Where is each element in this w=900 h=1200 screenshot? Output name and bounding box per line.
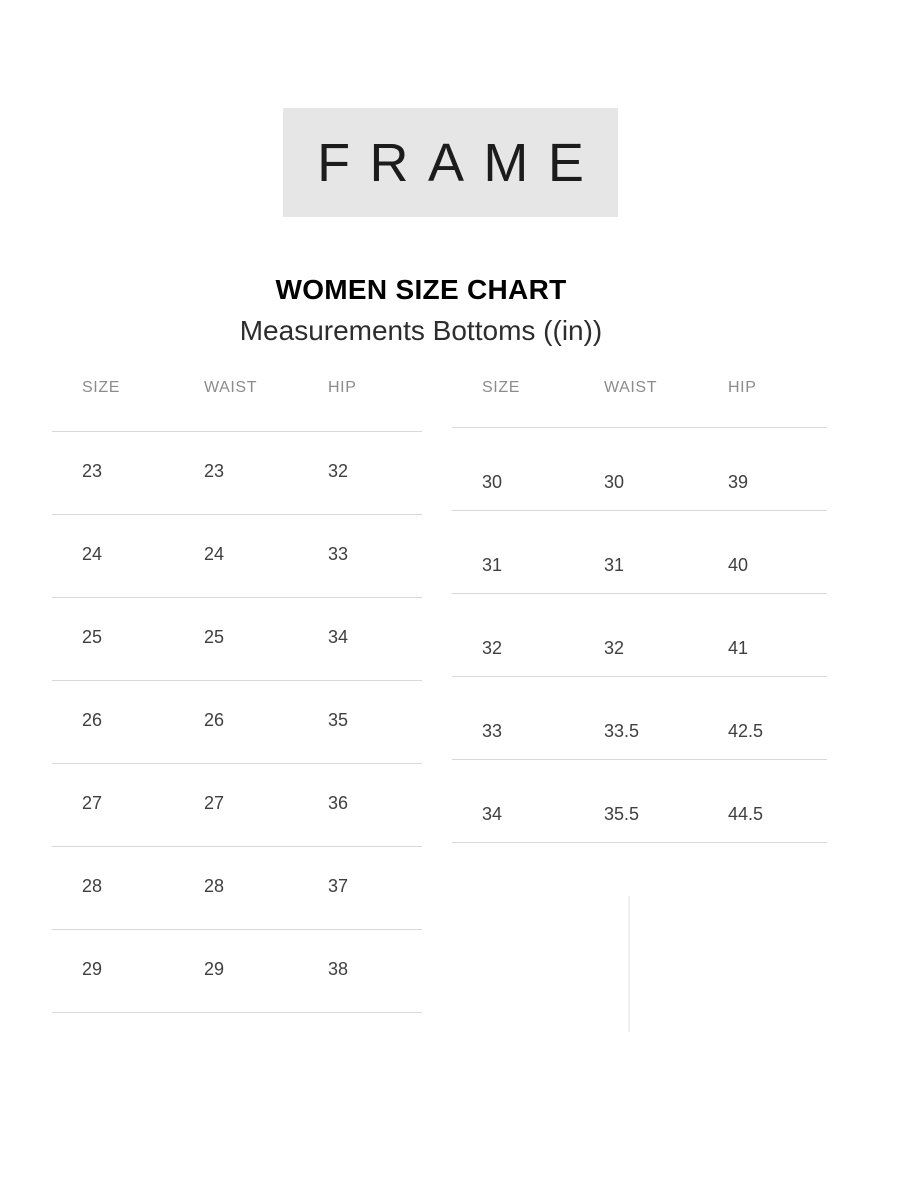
- column-header-hip: HIP: [728, 379, 757, 396]
- table-row: [52, 764, 422, 847]
- table-cell: 42.5: [728, 721, 764, 741]
- table-cell: 37: [328, 876, 349, 896]
- table-row: [452, 594, 827, 677]
- table-cell: 33: [482, 721, 503, 741]
- table-cell: 29: [82, 959, 103, 979]
- table-cell: 31: [604, 555, 625, 575]
- table-cell: 36: [328, 793, 349, 813]
- page-subtitle: Measurements Bottoms ((in)): [239, 315, 603, 346]
- table-row: [52, 930, 422, 1013]
- column-header-hip: HIP: [328, 379, 357, 396]
- table-cell: 33.5: [604, 721, 640, 741]
- table-row: [452, 760, 827, 843]
- column-header-waist: WAIST: [204, 379, 258, 396]
- table-body: [452, 428, 827, 843]
- table-cell: 24: [82, 544, 103, 564]
- table-cell: 25: [204, 627, 225, 647]
- table-cell: 27: [82, 793, 103, 813]
- brand-logo-box: [283, 108, 618, 217]
- table-cell: 32: [604, 638, 625, 658]
- table-cell: 28: [82, 876, 103, 896]
- table-cell: 33: [328, 544, 349, 564]
- vertical-divider: [628, 896, 630, 1032]
- page-title: WOMEN SIZE CHART: [275, 274, 567, 305]
- table-row: [52, 681, 422, 764]
- brand-logo-text: FRAME: [317, 132, 604, 193]
- table-cell: 26: [82, 710, 103, 730]
- size-table-left: [52, 368, 422, 1013]
- table-cell: 26: [204, 710, 225, 730]
- table-cell: 34: [328, 627, 349, 647]
- table-cell: 39: [728, 472, 749, 492]
- table-cell: 29: [204, 959, 225, 979]
- table-row: [452, 428, 827, 511]
- table-row: [52, 847, 422, 930]
- table-cell: 27: [204, 793, 225, 813]
- table-header-row: [52, 368, 422, 432]
- table-cell: 23: [204, 461, 225, 481]
- table-cell: 41: [728, 638, 749, 658]
- table-cell: 38: [328, 959, 349, 979]
- table-cell: 30: [482, 472, 503, 492]
- table-cell: 40: [728, 555, 749, 575]
- table-cell: 30: [604, 472, 625, 492]
- table-header-row: [452, 368, 827, 428]
- size-table-right: [452, 368, 827, 843]
- table-cell: 23: [82, 461, 103, 481]
- table-row: [452, 677, 827, 760]
- column-header-size: SIZE: [482, 379, 520, 396]
- table-cell: 35: [328, 710, 349, 730]
- table-cell: 24: [204, 544, 225, 564]
- table-cell: 28: [204, 876, 225, 896]
- table-cell: 44.5: [728, 804, 764, 824]
- table-cell: 31: [482, 555, 503, 575]
- table-row: [52, 432, 422, 515]
- table-row: [452, 511, 827, 594]
- table-cell: 34: [482, 804, 503, 824]
- table-row: [52, 515, 422, 598]
- table-row: [52, 598, 422, 681]
- table-cell: 32: [482, 638, 503, 658]
- table-body: [52, 432, 422, 1013]
- column-header-waist: WAIST: [604, 379, 658, 396]
- column-header-size: SIZE: [82, 379, 120, 396]
- table-cell: 25: [82, 627, 103, 647]
- table-cell: 35.5: [604, 804, 640, 824]
- table-cell: 32: [328, 461, 349, 481]
